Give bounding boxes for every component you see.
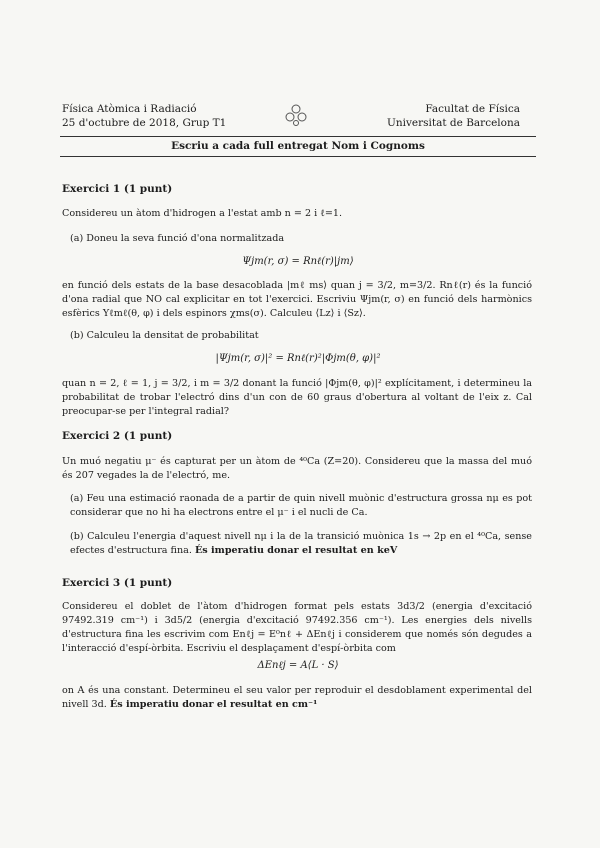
course-title: Física Atòmica i Radiació — [62, 103, 197, 115]
instruction-banner: Escriu a cada full entregat Nom i Cognoms — [171, 140, 425, 152]
faculty-name: Facultat de Física — [425, 103, 520, 115]
exercise-2-intro: Un muó negatiu μ⁻ és capturat per un àtom de ⁴⁰Ca (Z=20). Considereu que la massa del muó és 207 vegades la de l'electró, me. — [62, 456, 532, 481]
exercise-1b-equation: |Ψjm(r, σ)|² = Rnℓ(r)²|Φjm(θ, φ)|² — [215, 353, 381, 364]
exercise-1b-continuation: quan n = 2, ℓ = 1, j = 3/2, i m = 3/2 donant la funció |Φjm(θ, φ)|² explícitament, i determineu la probabilitat de trobar l'electró dins d'un con de 60 graus d'obertura al voltant de l'eix z. Cal preocupar-se per l'integral radial? — [62, 378, 532, 417]
exercise-1a-continuation: en funció dels estats de la base desacoblada |mℓ ms⟩ quan j = 3/2, m=3/2. Rnℓ(r) és la funció d'ona radial que NO cal explicitar en tot l'exercici. Escriviu Ψjm(r, σ) en funció dels harmònics esfèrics Yℓmℓ(θ, φ) i dels espinors χms(σ). Calculeu ⟨Lz⟩ i ⟨Sz⟩. — [62, 280, 532, 319]
exercise-1-title: Exercici 1 (1 punt) — [62, 183, 173, 195]
exercise-3-intro: Considereu el doblet de l'àtom d'hidrogen format pels estats 3d3/2 (energia d'excitació 97492.319 cm⁻¹) i 3d5/2 (energia d'excitació 97492.356 cm⁻¹). Les energies dels nivells d'estructura fina les escrivim com Enℓj = E⁰nℓ + ΔEnℓj i considerem que només són degudes a l'interacció d'espí-òrbita. Escriviu el desplaçament d'espí-òrbita com — [62, 601, 532, 654]
exercise-3-unit-note: És imperatiu donar el resultat en cm⁻¹ — [109, 699, 318, 710]
exercise-2a-text: (a) Feu una estimació raonada de a partir de quin nivell muònic d'estructura grossa nμ es pot considerar que no hi ha electrons entre el μ⁻ i el nucli de Ca. — [70, 493, 532, 518]
exercise-1a-text: (a) Doneu la seva funció d'ona normalitzada — [70, 233, 285, 244]
exam-date: 25 d'octubre de 2018, Grup T1 — [62, 117, 227, 129]
exercise-1-intro: Considereu un àtom d'hidrogen a l'estat amb n = 2 i ℓ=1. — [62, 208, 343, 219]
banner-top-rule — [60, 136, 536, 137]
exercise-2-title: Exercici 2 (1 punt) — [62, 430, 173, 442]
exercise-2b-block — [70, 530, 532, 558]
exercise-1b-text: (b) Calculeu la densitat de probabilitat — [70, 330, 259, 341]
faculty-header — [387, 102, 520, 130]
exercise-3-title: Exercici 3 (1 punt) — [62, 577, 173, 589]
course-header — [62, 102, 226, 130]
exercise-3-continuation: on A és una constant. Determineu el seu valor per reproduir el desdoblament experimental del nivell 3d. — [62, 685, 532, 710]
exercise-2b-text: (b) Calculeu l'energia d'aquest nivell nμ i la de la transició muònica 1s → 2p en el ⁴⁰Ca, sense efectes d'estructura fina. — [70, 531, 532, 556]
exercise-3-equation: ΔEnℓj = A⟨L · S⟩ — [257, 660, 339, 671]
university-seal-icon — [285, 101, 307, 127]
banner-bottom-rule — [60, 156, 536, 157]
exercise-3-block — [62, 684, 532, 712]
exercise-2b-unit-note: És imperatiu donar el resultat en keV — [194, 545, 398, 556]
exercise-1a-equation: Ψjm(r, σ) = Rnℓ(r)|jm⟩ — [242, 256, 354, 267]
university-name: Universitat de Barcelona — [387, 117, 520, 129]
